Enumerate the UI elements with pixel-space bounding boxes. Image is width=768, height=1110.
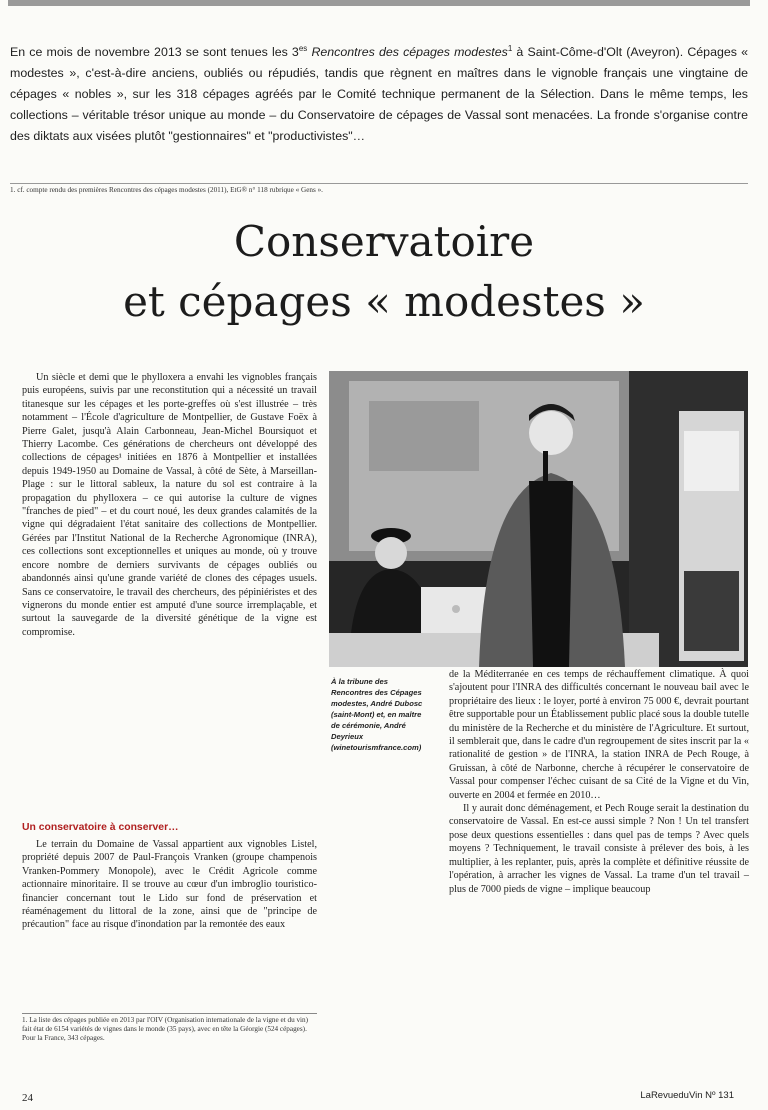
top-rule: [8, 0, 750, 6]
footnote-bottom: 1. La liste des cépages publiée en 2013 par l'OIV (Organisation internationale de la vigne et du vin) fait état de 6154 variétés de vignes dans le monde (35 pays), avec en tête la Géorgie (524 cépages). Pour la France, 343 cépages.: [22, 1013, 317, 1043]
col1-paragraph: Un siècle et demi que le phylloxera a envahi les vignobles français puis européens, suivis par une reconstitution qui a nécessité un travail titanesque sur les cépages et les porte-greffes où s'est illustrée – très notamment – l'École d'agriculture de Montpellier, de Gustave Foëx à Pierre Galet, jusqu'à Alain Carbonneau, Jean-Michel Boursiquot et Thierry Lacombe. Ces générations de chercheurs ont développé des collections de cépages¹ initiées en 1876 à Montpellier et installées depuis 1949-1950 au Domaine de Vassal, à côté de Sète, à Marseillan-Plage : sur le littoral sableux, la nature du sol est contraire à la propagation du phylloxera – ce qui autorise la culture de vignes "franches de pied" – et du court noué, les deux grandes calamités de la vigne qui dégradaient l'état sanitaire des collections de Montpellier. Gérées par l'Institut National de la Recherche Agronomique (INRA), ces collections sont exceptionnelles et uniques au monde, où y trouve encore nombre de derniers survivants de cépages oubliés ou abandonnés ainsi qu'une grande variété de clones des cépages usuels. Sans ce conservatoire, le travail des chercheurs, des pépiniéristes et des vignerons du monde entier est amputé d'une source irremplaçable, et surtout la sauvegarde de la diversité génétique de la vigne est compromise.: [22, 372, 317, 638]
intro-sup-note: 1: [507, 44, 513, 53]
column-right: [449, 668, 749, 896]
section-subhead: Un conservatoire à conserver…: [22, 822, 179, 833]
intro-part1: En ce mois de novembre 2013 se sont tenues les 3: [10, 45, 299, 60]
article-title: [0, 212, 768, 332]
col2-paragraph-1: de la Méditerranée en ces temps de réchauffement climatique. À quoi s'ajoutent pour l'INRA des difficultés concernant le nouveau bail avec le propriétaire des lieux : le loyer, porté à environ 75 000 €, devrait pourtant être supportable pour un Établissement public placé sous la double tutelle du ministère de la Recherche et du ministère de l'Agriculture. Et surtout, il semblerait que, dans le cadre d'un regroupement de sites inscrit par la « rationalité de gestion » de l'INRA, la station INRA de Pech Rouge, à Gruissan, à côté de Narbonne, cherche à récupérer le conservatoire de Vassal pour compenser l'échec cuisant de sa Cité de la Vigne et du Vin, ouverte en 2004 et fermée en 2010…: [449, 669, 749, 801]
intro-paragraph: [10, 38, 748, 147]
photo-illustration: [329, 371, 748, 667]
column-left: [22, 371, 317, 639]
intro-part2: à Saint-Côme-d'Olt (Aveyron). Cépages « modestes », c'est-à-dire anciens, oubliés ou répudiés, tandis que règnent en maîtres dans le vignoble français une vingtaine de cépages « nobles », sur les 318 cépages agréés par le Comité technique permanent de la Sélection. Dans le même temps, les collections – véritable trésor unique au monde – du Conservatoire de cépages de Vassal sont menacées. La fronde s'organise contre des diktats aux visées plutôt "gestionnaires" et "productivistes"…: [10, 45, 748, 144]
column-left-continued: [22, 838, 317, 932]
photo-caption: À la tribune des Rencontres des Cépages modestes, André Dubosc (saint-Mont) et, en maître de cérémonie, André Deyrieux (winetourismfrance.com): [331, 677, 423, 752]
intro-sup-e: es: [298, 44, 308, 53]
intro-rencontres: Rencontres des cépages modestes: [311, 45, 508, 60]
title-line-2: et cépages « modestes »: [123, 277, 645, 326]
page-number: 24: [22, 1092, 33, 1104]
footnote-top: 1. cf. compte rendu des premières Rencontres des cépages modestes (2011), EtG® n° 118 rubrique « Gens ».: [10, 183, 748, 194]
magazine-folio: LaRevueduVin Nº 131: [640, 1090, 734, 1101]
title-line-1: Conservatoire: [233, 217, 535, 266]
col1b-paragraph: Le terrain du Domaine de Vassal appartient aux vignobles Listel, propriété depuis 2007 de Paul-François Vranken (groupe champenois Vranken-Pommery Monopole), avec le Crédit Agricole comme actionnaire minoritaire. Il se trouve au cœur d'un imbroglio touristico-financier concernant tout le Lido sur fond de préservation et réaménagement du littoral de la zone, ainsi que de "principe de précaution" face au risque d'inondation par la remontée des eaux: [22, 839, 317, 931]
event-photo: [329, 371, 748, 667]
col2-paragraph-2: Il y aurait donc déménagement, et Pech Rouge serait la destination du conservatoire de Vassal. En est-ce aussi simple ? Non ! Un tel transfert pose deux questions essentielles : dans quel pas de temps ? Avec quels moyens ? Techniquement, le travail consiste à prélever des bois, à les multiplier, à les replanter, puis, après la complète et définitive réussite de l'opération, à arracher les vignes de Vassal. La trame d'un tel travail – plus de 7000 pieds de vigne – implique beaucoup: [449, 803, 749, 895]
